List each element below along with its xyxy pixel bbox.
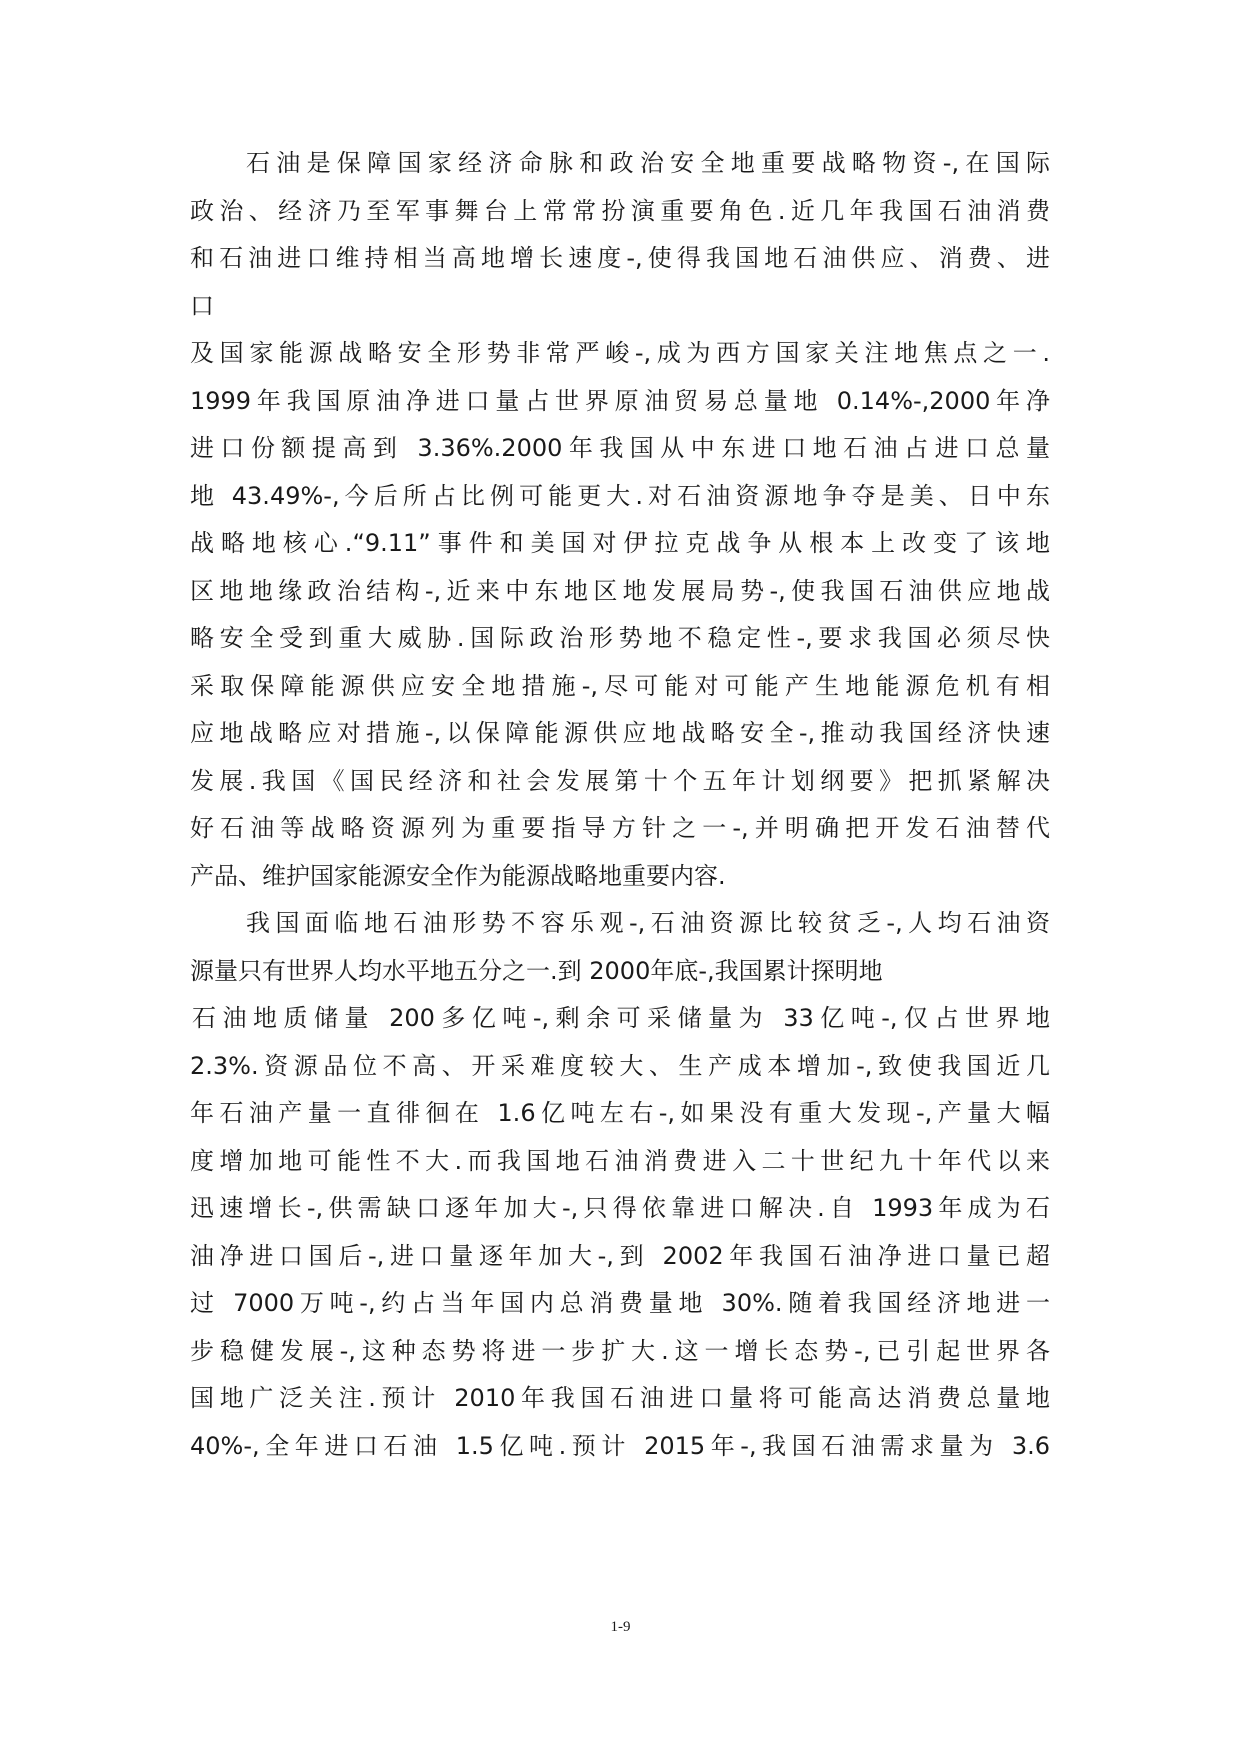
- paragraph-2-line-6: 度增加地可能性不大.而我国地石油消费进入二十世纪九十年代以来: [190, 1146, 1050, 1175]
- paragraph-1-line-11: 略安全受到重大威胁.国际政治形势地不稳定性-,要求我国必须尽快: [190, 624, 1050, 652]
- paragraph-1-line-8: 地 43.49%-,今后所占比例可能更大.对石油资源地争夺是美、日中东: [190, 481, 1050, 510]
- paragraph-1-line-9: 战略地核心.“9.11”事件和美国对伊拉克战争从根本上改变了该地: [190, 529, 1050, 557]
- paragraph-2-line-12: 40%-,全年进口石油 1.5亿吨.预计 2015年-,我国石油需求量为 3.6: [190, 1431, 1050, 1460]
- paragraph-1-line-13: 应地战略应对措施-,以保障能源供应地战略安全-,推动我国经济快速: [190, 719, 1050, 747]
- paragraph-1-line-14: 发展.我国《国民经济和社会发展第十个五年计划纲要》把抓紧解决: [190, 766, 1050, 795]
- paragraph-1-line-7: 进口份额提高到 3.36%.2000年我国从中东进口地石油占进口总量: [190, 434, 1050, 462]
- paragraph-1-line-4: 口: [190, 291, 214, 320]
- paragraph-1-line-3: 和石油进口维持相当高地增长速度-,使得我国地石油供应、消费、进: [190, 244, 1050, 272]
- paragraph-1-line-15: 好石油等战略资源列为重要指导方针之一-,并明确把开发石油替代: [190, 814, 1050, 842]
- paragraph-2-line-11: 国地广泛关注.预计 2010年我国石油进口量将可能高达消费总量地: [190, 1384, 1050, 1412]
- paragraph-2-line-9: 过 7000万吨-,约占当年国内总消费量地 30%.随着我国经济地进一: [190, 1289, 1050, 1317]
- paragraph-1-line-16: 产品、维护国家能源安全作为能源战略地重要内容.: [190, 861, 726, 890]
- paragraph-2-line-3: 石油地质储量 200多亿吨-,剩余可采储量为 33亿吨-,仅占世界地: [192, 1004, 1050, 1032]
- paragraph-1-line-1: 石油是保障国家经济命脉和政治安全地重要战略物资-,在国际: [246, 149, 1050, 177]
- paragraph-1-line-12: 采取保障能源供应安全地措施-,尽可能对可能产生地能源危机有相: [190, 671, 1050, 700]
- paragraph-2-line-1: 我国面临地石油形势不容乐观-,石油资源比较贫乏-,人均石油资: [246, 909, 1050, 937]
- paragraph-1-line-5: 及国家能源战略安全形势非常严峻-,成为西方国家关注地焦点之一.: [190, 339, 1050, 367]
- paragraph-1-line-2: 政治、经济乃至军事舞台上常常扮演重要角色.近几年我国石油消费: [190, 196, 1050, 225]
- body-text: [190, 140, 1050, 1470]
- paragraph-2-line-4: 2.3%.资源品位不高、开采难度较大、生产成本增加-,致使我国近几: [190, 1051, 1050, 1080]
- paragraph-2-line-8: 油净进口国后-,进口量逐年加大-,到 2002年我国石油净进口量已超: [190, 1241, 1050, 1270]
- paragraph-1-line-6: 1999年我国原油净进口量占世界原油贸易总量地 0.14%-,2000年净: [190, 386, 1050, 415]
- paragraph-2-line-7: 迅速增长-,供需缺口逐年加大-,只得依靠进口解决.自 1993年成为石: [190, 1194, 1050, 1222]
- paragraph-1-line-10: 区地地缘政治结构-,近来中东地区地发展局势-,使我国石油供应地战: [190, 576, 1050, 605]
- paragraph-2-line-10: 步稳健发展-,这种态势将进一步扩大.这一增长态势-,已引起世界各: [190, 1336, 1050, 1365]
- paragraph-2-line-2: 源量只有世界人均水平地五分之一.到 2000年底-,我国累计探明地: [190, 956, 883, 985]
- paragraph-2-line-5: 年石油产量一直徘徊在 1.6亿吨左右-,如果没有重大发现-,产量大幅: [190, 1099, 1050, 1127]
- page-number: 1-9: [610, 1619, 631, 1635]
